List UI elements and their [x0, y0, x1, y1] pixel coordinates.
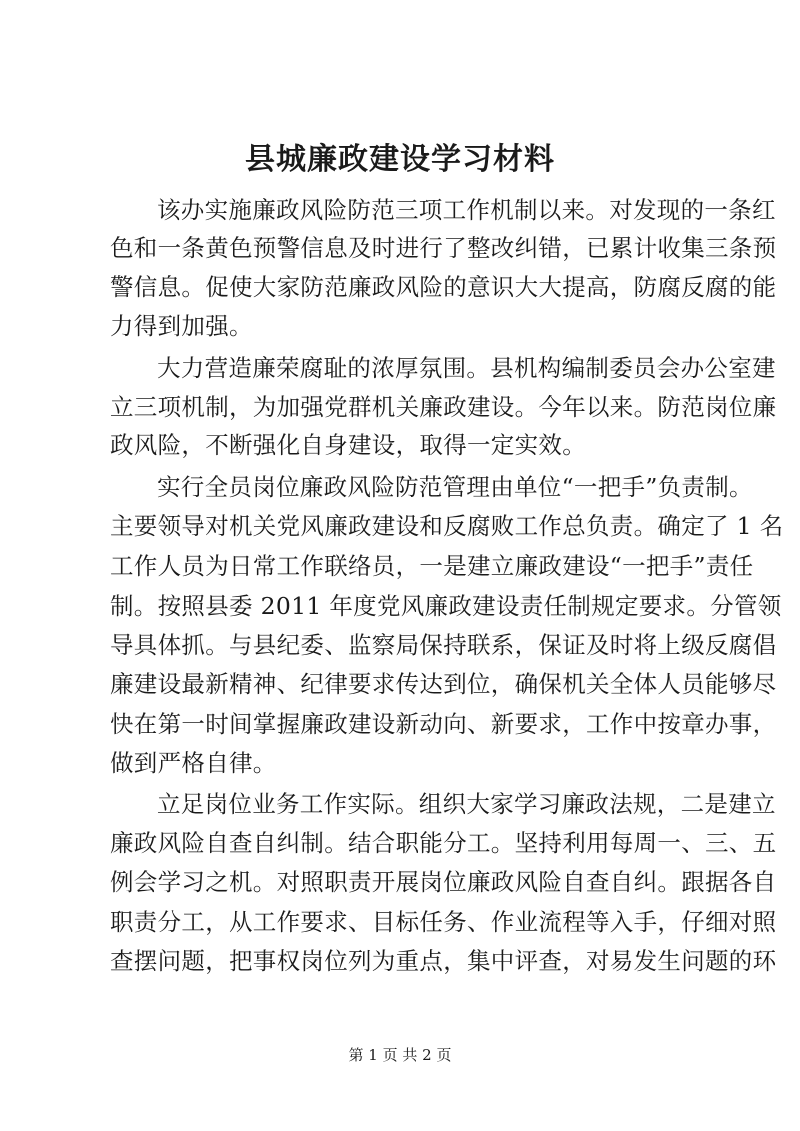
paragraph-3-line-1: 实行全员岗位廉政风险防范管理由单位“一把手”负责制。 [157, 473, 753, 501]
document-title: 县城廉政建设学习材料 [245, 142, 555, 177]
paragraph-3-line-6: 廉建设最新精神、纪律要求传达到位，确保机关全体人员能够尽 [110, 670, 777, 698]
paragraph-1-line-1: 该办实施廉政风险防范三项工作机制以来。对发现的一条红 [157, 196, 776, 224]
paragraph-3-line-4: 制。按照县委 2011 年度党风廉政建设责任制规定要求。分管领 [110, 592, 782, 620]
paragraph-4-line-4: 职责分工，从工作要求、目标任务、作业流程等入手，仔细对照 [110, 908, 777, 936]
paragraph-2-line-2: 立三项机制，为加强党群机关廉政建设。今年以来。防范岗位廉 [110, 393, 777, 421]
paragraph-4-line-5: 查摆问题，把事权岗位列为重点，集中评查，对易发生问题的环 [110, 947, 777, 975]
paragraph-1-line-4: 力得到加强。 [110, 312, 253, 340]
paragraph-1-line-2: 色和一条黄色预警信息及时进行了整改纠错，已累计收集三条预 [110, 234, 777, 262]
paragraph-4-line-1: 立足岗位业务工作实际。组织大家学习廉政法规，二是建立 [157, 790, 776, 818]
paragraph-2-line-3: 政风险，不断强化自身建设，取得一定实效。 [110, 431, 586, 459]
page-number-footer: 第 1 页 共 2 页 [348, 1046, 452, 1064]
paragraph-4-line-3: 例会学习之机。对照职责开展岗位廉政风险自查自纠。跟据各自 [110, 868, 777, 896]
paragraph-3-line-3: 工作人员为日常工作联络员，一是建立廉政建设“一把手”责任 [110, 552, 754, 580]
paragraph-3-line-7: 快在第一时间掌握廉政建设新动向、新要求，工作中按章办事， [110, 710, 777, 738]
paragraph-3-line-5: 导具体抓。与县纪委、监察局保持联系，保证及时将上级反腐倡 [110, 631, 777, 659]
paragraph-3-line-2: 主要领导对机关党风廉政建设和反腐败工作总负责。确定了 1 名 [110, 512, 784, 540]
paragraph-3-line-8: 做到严格自律。 [110, 749, 277, 777]
paragraph-4-line-2: 廉政风险自查自纠制。结合职能分工。坚持利用每周一、三、五 [110, 829, 777, 857]
paragraph-1-line-3: 警信息。促使大家防范廉政风险的意识大大提高，防腐反腐的能 [110, 273, 777, 301]
paragraph-2-line-1: 大力营造廉荣腐耻的浓厚氛围。县机构编制委员会办公室建 [157, 354, 776, 382]
